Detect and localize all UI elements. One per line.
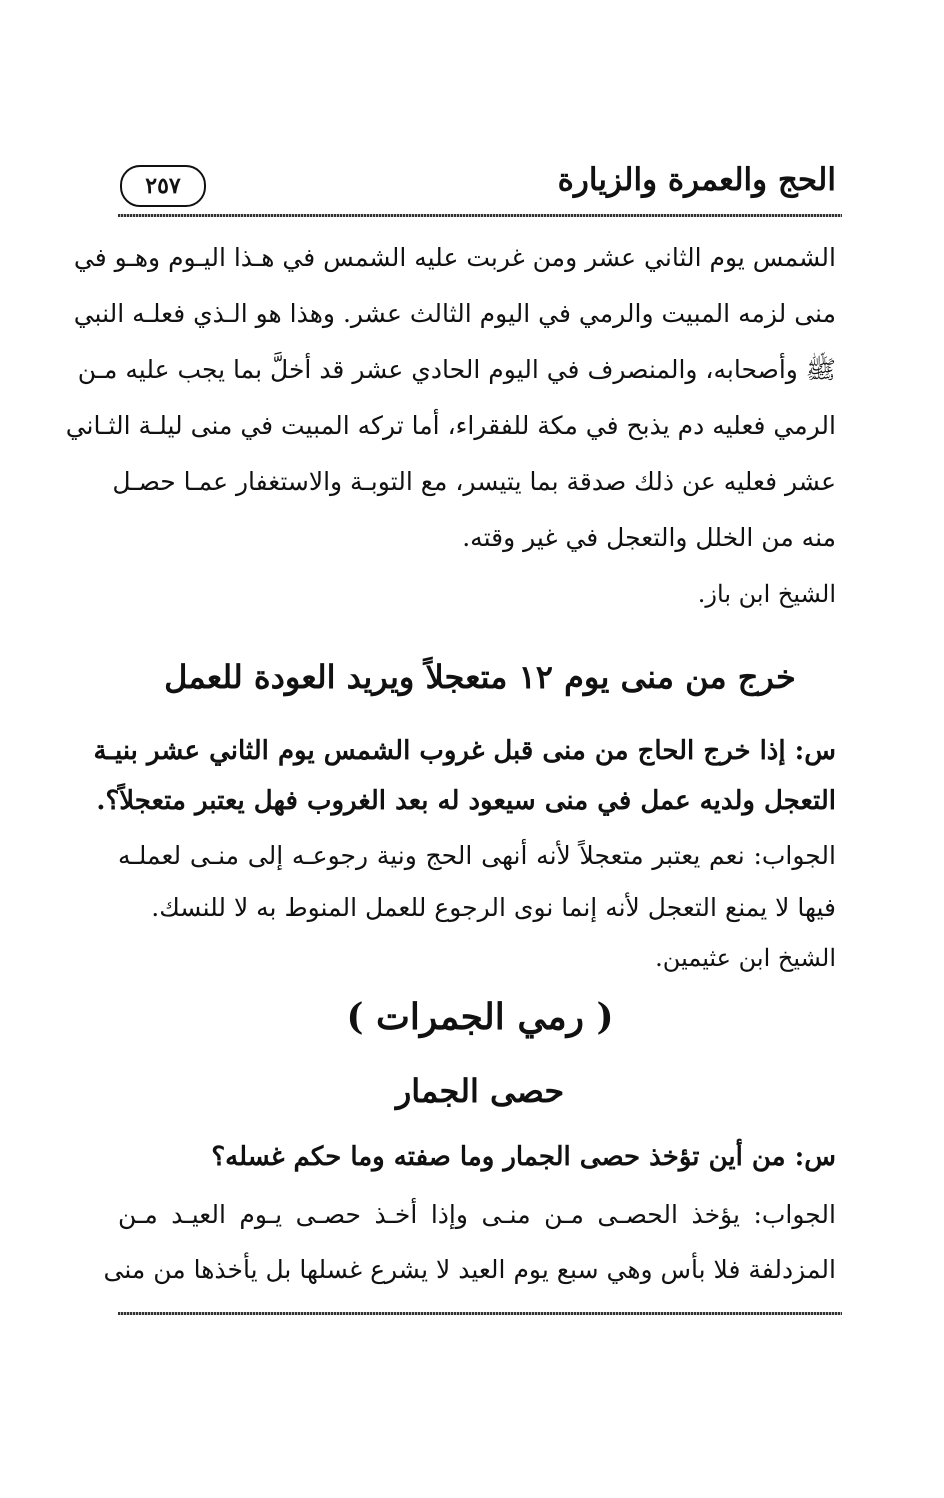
page-number-badge: ٢٥٧ <box>120 165 206 207</box>
signature-ibn-uthaymeen: الشيخ ابن عثيمين. <box>655 944 836 972</box>
paragraph-line: ﷺ وأصحابه، والمنصرف في اليوم الحادي عشر قد أخلَّ بما يجب عليه مـن <box>77 355 836 384</box>
paragraph-line: الشمس يوم الثاني عشر ومن غربت عليه الشمس في هـذا اليـوم وهـو في <box>73 243 836 272</box>
answer-line: فيها لا يمنع التعجل لأنه إنما نوى الرجوع للعمل المنوط به لا للنسك. <box>151 893 836 922</box>
question-line: س: من أين تؤخذ حصى الجمار وما صفته وما حكم غسله؟ <box>211 1142 836 1172</box>
answer-line: المزدلفة فلا بأس وهي سبع يوم العيد لا يشرع غسلها بل يأخذها من منى <box>103 1255 836 1284</box>
signature-ibn-baz: الشيخ ابن باز. <box>697 580 836 608</box>
header-rule <box>118 214 842 217</box>
answer-line: الجواب: يؤخذ الحصـى مـن منـى وإذا أخـذ حصـى يـوم العيـد مـن <box>118 1200 836 1229</box>
paragraph-line: عشر فعليه عن ذلك صدقة بما يتيسر، مع التوبـة والاستغفار عمـا حصـل <box>112 467 836 496</box>
footer-rule <box>118 1312 842 1315</box>
answer-line: الجواب: نعم يعتبر متعجلاً لأنه أنهى الحج ونية رجوعـه إلى منـى لعملـه <box>118 841 836 870</box>
paragraph-line: منه من الخلل والتعجل في غير وقته. <box>462 523 836 552</box>
running-header-title: الحج والعمرة والزيارة <box>557 162 836 198</box>
paragraph-line: الرمي فعليه دم يذبح في مكة للفقراء، أما تركه المبيت في منى ليلـة الثـاني <box>65 411 836 440</box>
chapter-title: ( رمي الجمرات ) <box>346 996 614 1038</box>
section-heading: خرج من منى يوم ١٢ متعجلاً ويريد العودة للعمل <box>164 658 796 696</box>
question-line: س: إذا خرج الحاج من منى قبل غروب الشمس يوم الثاني عشر بنيـة <box>93 736 836 766</box>
paragraph-line: منى لزمه المبيت والرمي في اليوم الثالث عشر. وهذا هو الـذي فعلـه النبي <box>73 299 836 328</box>
section-heading: حصى الجمار <box>395 1072 565 1110</box>
question-line: التعجل ولديه عمل في منى سيعود له بعد الغروب فهل يعتبر متعجلاً؟. <box>96 786 836 816</box>
